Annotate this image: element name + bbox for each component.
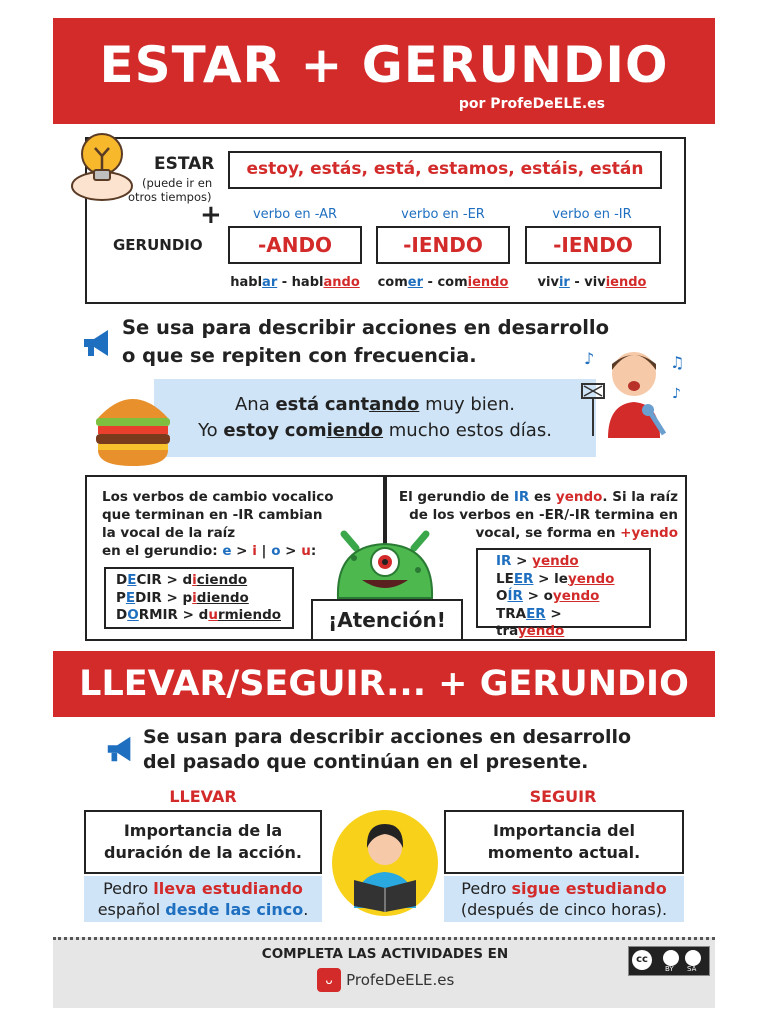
usage-example-2: Yo estoy comiendo mucho estos días. bbox=[198, 420, 552, 441]
svg-text:♫: ♫ bbox=[670, 353, 685, 372]
estar-label: ESTAR bbox=[154, 154, 215, 174]
column-header-ar: verbo en -AR bbox=[252, 207, 338, 222]
estar-forms: estoy, estás, está, estamos, estáis, están bbox=[246, 159, 644, 179]
llevar-box: Importancia de la duración de la acción. bbox=[84, 810, 322, 874]
section2-banner bbox=[53, 651, 715, 717]
footer-brand-link[interactable] bbox=[317, 968, 454, 994]
by-icon bbox=[663, 950, 679, 966]
example-decir: DECIR > diciendo bbox=[116, 572, 248, 588]
burger-icon bbox=[94, 388, 172, 470]
attention-left-text: Los verbos de cambio vocalico que terminan en -IR cambian la vocal de la raíz en el gerundio: e > i | o > u: bbox=[102, 489, 334, 559]
estar-note-1: (puede ir en bbox=[142, 176, 213, 190]
attention-badge-label: ¡Atención! bbox=[328, 608, 446, 632]
example-dormir: DORMIR > durmiendo bbox=[116, 607, 282, 623]
title-banner bbox=[53, 18, 715, 124]
llevar-label: LLEVAR bbox=[169, 787, 237, 806]
usage-line-2: o que se repiten con frecuencia. bbox=[122, 344, 477, 367]
megaphone-icon bbox=[80, 326, 114, 360]
ending-iendo-er: -IENDO bbox=[403, 233, 483, 257]
seguir-label: SEGUIR bbox=[529, 787, 597, 806]
ending-box-iendo-er bbox=[376, 226, 510, 264]
monster-icon bbox=[330, 518, 440, 600]
estar-note-2: otros tiempos) bbox=[128, 190, 212, 204]
usage-line-1: Se usa para describir acciones en desarrollo bbox=[122, 316, 609, 339]
cc-icon: cc bbox=[632, 950, 652, 970]
brand-logo-icon: ᴗ bbox=[317, 968, 341, 992]
singer-icon bbox=[578, 342, 688, 442]
example-leer: LEER > leyendo bbox=[496, 570, 615, 587]
footer-cta: COMPLETA LAS ACTIVIDADES EN bbox=[261, 946, 509, 962]
yendo-examples bbox=[476, 548, 651, 639]
plus-sign: + bbox=[200, 200, 222, 230]
sa-icon bbox=[685, 950, 701, 966]
ending-box-iendo-ir bbox=[525, 226, 661, 264]
example-pedir: PEDIR > pidiendo bbox=[116, 589, 249, 606]
megaphone-icon-2 bbox=[104, 733, 136, 765]
column-header-er: verbo en -ER bbox=[401, 207, 485, 222]
section2-line-2: del pasado que continúan en el presente. bbox=[143, 751, 589, 773]
seguir-example: Pedro sigue estudiando (después de cinco horas). bbox=[460, 879, 668, 919]
usage-example-panel bbox=[154, 379, 596, 457]
page-title: ESTAR + GERUNDIO bbox=[99, 36, 669, 94]
cc-license-badge[interactable] bbox=[628, 946, 710, 976]
example-ir: IR > yendo bbox=[496, 553, 579, 569]
section2-line-1: Se usan para describir acciones en desarrollo bbox=[143, 726, 632, 748]
example-traer: TRAER > trayendo bbox=[496, 605, 565, 639]
stem-change-examples bbox=[104, 567, 294, 629]
brand-name: ProfeDeELE.es bbox=[346, 971, 455, 989]
example-hablar: hablar - hablando bbox=[230, 275, 360, 290]
example-comer: comer - comiendo bbox=[377, 275, 509, 290]
seguir-box: Importancia del momento actual. bbox=[444, 810, 684, 874]
example-oir: OÍR > oyendo bbox=[496, 588, 600, 604]
section2-title: LLEVAR/SEGUIR... + GERUNDIO bbox=[79, 664, 689, 704]
gerundio-label: GERUNDIO bbox=[113, 236, 203, 254]
llevar-example: Pedro lleva estudiando español desde las cinco. bbox=[97, 879, 309, 919]
attention-badge bbox=[311, 599, 463, 641]
attention-right-text: El gerundio de IR es yendo. Si la raíz de los verbos en -ER/-IR termina en vocal, se forma en +yendo bbox=[398, 489, 678, 541]
ending-iendo-ir: -IENDO bbox=[553, 233, 633, 257]
reading-student-icon bbox=[330, 808, 440, 918]
svg-text:♪: ♪ bbox=[584, 349, 595, 368]
estar-forms-box bbox=[228, 151, 662, 189]
svg-text:♪: ♪ bbox=[672, 386, 681, 402]
sa-label: SA bbox=[687, 965, 697, 973]
example-vivir: vivir - viviendo bbox=[537, 275, 647, 290]
column-header-ir: verbo en -IR bbox=[552, 207, 632, 222]
ending-ando: -ANDO bbox=[257, 233, 333, 257]
usage-example-1: Ana está cantando muy bien. bbox=[234, 394, 516, 415]
ending-box-ando bbox=[228, 226, 362, 264]
by-label: BY bbox=[665, 965, 674, 973]
byline: por ProfeDeELE.es bbox=[458, 96, 605, 112]
